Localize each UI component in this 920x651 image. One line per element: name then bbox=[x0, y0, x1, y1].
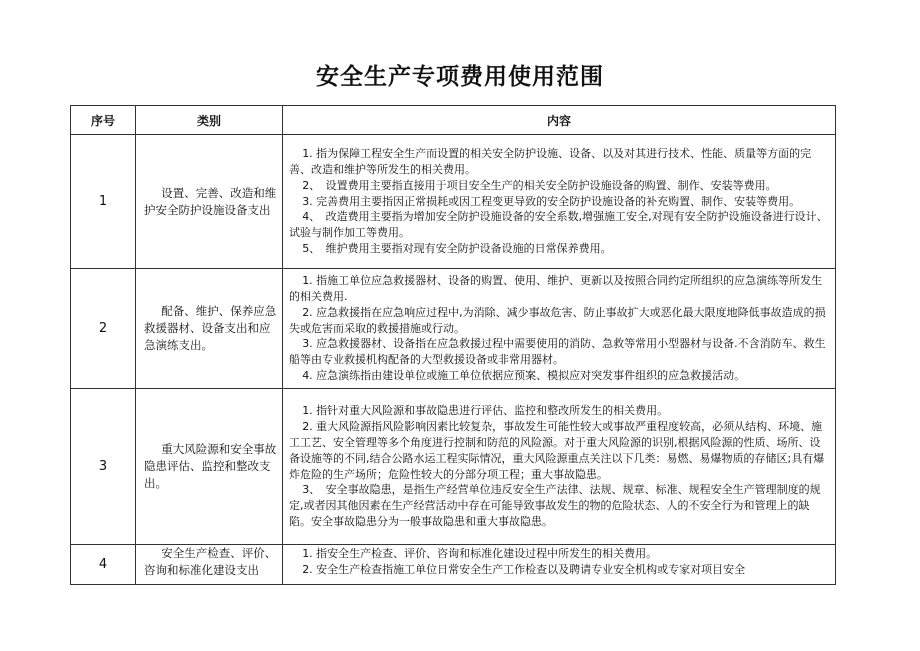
content-item: 1. 指为保障工程安全生产而设置的相关安全防护设施、设备、以及对其进行技术、性能、质量等方面的完善、改造和维护等所发生的相关费用。 bbox=[289, 147, 812, 176]
table-row bbox=[71, 389, 836, 545]
row-category bbox=[136, 269, 283, 389]
table-header-row bbox=[71, 106, 836, 135]
row-content bbox=[283, 545, 836, 585]
content-item: 4. 应急演练指由建设单位或施工单位依据应预案、模拟应对突发事件组织的应急救援活动。 bbox=[302, 368, 746, 382]
content-item: 2、 设置费用主要指直接用于项目安全生产的相关安全防护设施设备的购置、制作、安装等费用。 bbox=[302, 178, 777, 192]
content-item: 3. 完善费用主要指因正常损耗或因工程变更导致的安全防护设施设备的补充购置、制作、安装等费用。 bbox=[302, 194, 801, 208]
row-number: 3 bbox=[71, 389, 136, 545]
expense-scope-table bbox=[70, 105, 836, 585]
row-category bbox=[136, 545, 283, 585]
row-category bbox=[136, 389, 283, 545]
content-item: 2. 安全生产检查指施工单位日常安全生产工作检查以及聘请专业安全机构或专家对项目安全 bbox=[302, 562, 746, 576]
table-row bbox=[71, 135, 836, 269]
content-item: 2. 应急救援指在应急响应过程中,为消除、减少事故危害、防止事故扩大或恶化最大限度地降低事故造成的损失或危害而采取的救援措施或行动。 bbox=[289, 305, 826, 335]
content-item: 1. 指针对重大风险源和事故隐患进行评估、监控和整改所发生的相关费用。 bbox=[302, 404, 669, 418]
content-item: 1. 指施工单位应急救援器材、设备的购置、使用、维护、更新以及按照合同约定所组织的应急演练等所发生的相关费用. bbox=[289, 274, 823, 303]
row-category bbox=[136, 135, 283, 269]
content-item: 1. 指安全生产检查、评价、咨询和标准化建设过程中所发生的相关费用。 bbox=[302, 547, 658, 560]
category-text: 设置、完善、改造和维护安全防护设施设备支出 bbox=[144, 185, 277, 217]
header-content: 内容 bbox=[283, 106, 836, 135]
content-item: 3、 安全事故隐患，是指生产经营单位违反安全生产法律、法规、规章、标准、规程安全生产管理制度的规定,或者因其他因素在生产经营活动中存在可能导致事故发生的物的危险状态、人的不安全行为和管理上的缺陷。安全事故隐患分为一般事故隐患和重大事故隐患。 bbox=[289, 483, 821, 528]
content-item: 3. 应急救援器材、设备指在应急救援过程中需要使用的消防、急救等常用小型器材与设备.不含消防车、救生船等由专业救援机构配备的大型救援设备或非常用器材。 bbox=[289, 337, 826, 367]
row-number: 1 bbox=[71, 135, 136, 269]
table-row bbox=[71, 269, 836, 389]
content-item: 2. 重大风险源指风险影响因素比较复杂，事故发生可能性较大或事故严重程度较高，必须从结构、环境、施工工艺、安全管理等多个角度进行控制和防范的风险源。对于重大风险源的识别,根据风险源的性质、场所、设备设施等的不同,结合公路水运工程实际情况，重大风险源重点关注以下几类：易燃、易爆物质的存储区;具有爆炸危险的生产场所；危险性较大的分部分项工程；重大事故隐患。 bbox=[289, 420, 825, 481]
category-text: 重大风险源和安全事故隐患评估、监控和整改支出。 bbox=[144, 442, 277, 490]
row-number: 2 bbox=[71, 269, 136, 389]
row-content bbox=[283, 135, 836, 269]
header-category: 类别 bbox=[136, 106, 283, 135]
row-number: 4 bbox=[71, 545, 136, 585]
page-title: 安全生产专项费用使用范围 bbox=[316, 64, 604, 90]
category-text: 安全生产检查、评价、咨询和标准化建设支出 bbox=[144, 546, 277, 577]
category-text: 配备、维护、保养应急救援器材、设备支出和应急演练支出。 bbox=[144, 304, 277, 352]
row-content bbox=[283, 269, 836, 389]
table-row bbox=[71, 545, 836, 585]
header-num: 序号 bbox=[71, 106, 136, 135]
row-content bbox=[283, 389, 836, 545]
content-item: 4、 改造费用主要指为增加安全防护设施设备的安全系数,增强施工安全,对现有安全防护设施设备进行设计、试验与制作加工等费用。 bbox=[289, 210, 828, 240]
content-item: 5、 维护费用主要指对现有安全防护设备设施的日常保养费用。 bbox=[302, 241, 612, 255]
